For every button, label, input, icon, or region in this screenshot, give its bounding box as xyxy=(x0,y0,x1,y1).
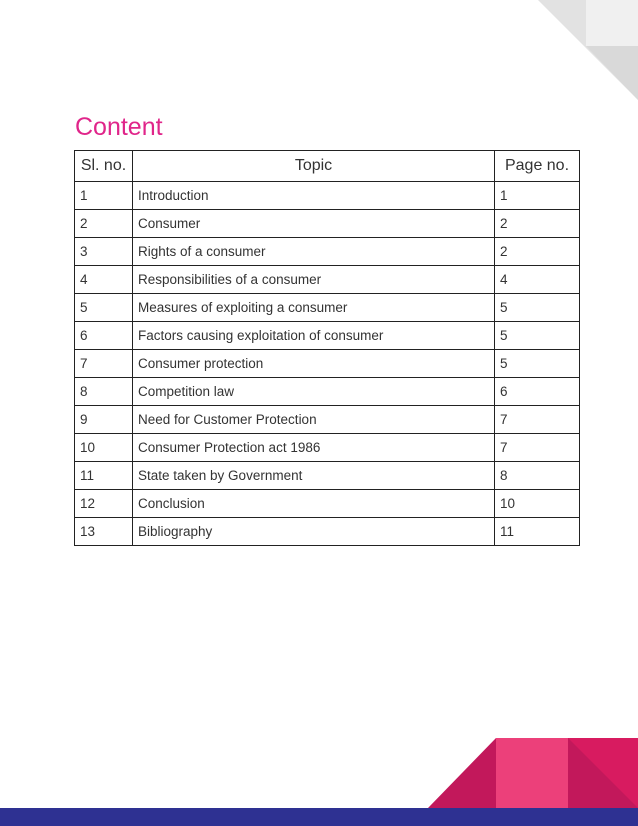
cell-sl: 12 xyxy=(75,490,133,518)
cell-sl: 5 xyxy=(75,294,133,322)
cell-sl: 1 xyxy=(75,182,133,210)
cell-topic: Consumer Protection act 1986 xyxy=(133,434,495,462)
cell-sl: 9 xyxy=(75,406,133,434)
cell-sl: 2 xyxy=(75,210,133,238)
table-row xyxy=(75,238,580,266)
cell-topic: Consumer protection xyxy=(133,350,495,378)
table-row xyxy=(75,266,580,294)
table-row xyxy=(75,322,580,350)
cell-topic: Consumer xyxy=(133,210,495,238)
cell-topic: Competition law xyxy=(133,378,495,406)
cell-page: 7 xyxy=(495,434,580,462)
contents-table xyxy=(74,150,580,546)
table-row xyxy=(75,406,580,434)
cell-topic: Introduction xyxy=(133,182,495,210)
bottom-bar xyxy=(0,808,638,826)
cell-sl: 7 xyxy=(75,350,133,378)
table-row xyxy=(75,490,580,518)
header-page-no: Page no. xyxy=(495,151,580,182)
cell-sl: 8 xyxy=(75,378,133,406)
cell-sl: 4 xyxy=(75,266,133,294)
cell-page: 7 xyxy=(495,406,580,434)
cell-topic: Conclusion xyxy=(133,490,495,518)
cell-topic: Measures of exploiting a consumer xyxy=(133,294,495,322)
cell-sl: 3 xyxy=(75,238,133,266)
cell-page: 5 xyxy=(495,322,580,350)
cell-sl: 10 xyxy=(75,434,133,462)
cell-topic: Factors causing exploitation of consumer xyxy=(133,322,495,350)
cell-page: 8 xyxy=(495,462,580,490)
header-topic: Topic xyxy=(133,151,495,182)
cell-topic: Responsibilities of a consumer xyxy=(133,266,495,294)
cell-page: 2 xyxy=(495,210,580,238)
page-title: Content xyxy=(75,112,163,141)
cell-topic: Bibliography xyxy=(133,518,495,546)
cell-page: 5 xyxy=(495,294,580,322)
cell-page: 2 xyxy=(495,238,580,266)
cell-page: 5 xyxy=(495,350,580,378)
table-row xyxy=(75,210,580,238)
header-sl-no: Sl. no. xyxy=(75,151,133,182)
table-row xyxy=(75,378,580,406)
cell-page: 4 xyxy=(495,266,580,294)
cell-page: 10 xyxy=(495,490,580,518)
cell-topic: State taken by Government xyxy=(133,462,495,490)
table-row xyxy=(75,294,580,322)
cell-sl: 6 xyxy=(75,322,133,350)
cell-page: 11 xyxy=(495,518,580,546)
table-row xyxy=(75,350,580,378)
table-row xyxy=(75,462,580,490)
corner-decoration-bottom xyxy=(428,738,638,808)
cell-page: 1 xyxy=(495,182,580,210)
table-row xyxy=(75,182,580,210)
table-row xyxy=(75,434,580,462)
cell-topic: Need for Customer Protection xyxy=(133,406,495,434)
cell-sl: 11 xyxy=(75,462,133,490)
cell-sl: 13 xyxy=(75,518,133,546)
table-header-row xyxy=(75,151,580,182)
cell-topic: Rights of a consumer xyxy=(133,238,495,266)
table-row xyxy=(75,518,580,546)
cell-page: 6 xyxy=(495,378,580,406)
corner-decoration-top xyxy=(538,0,638,100)
